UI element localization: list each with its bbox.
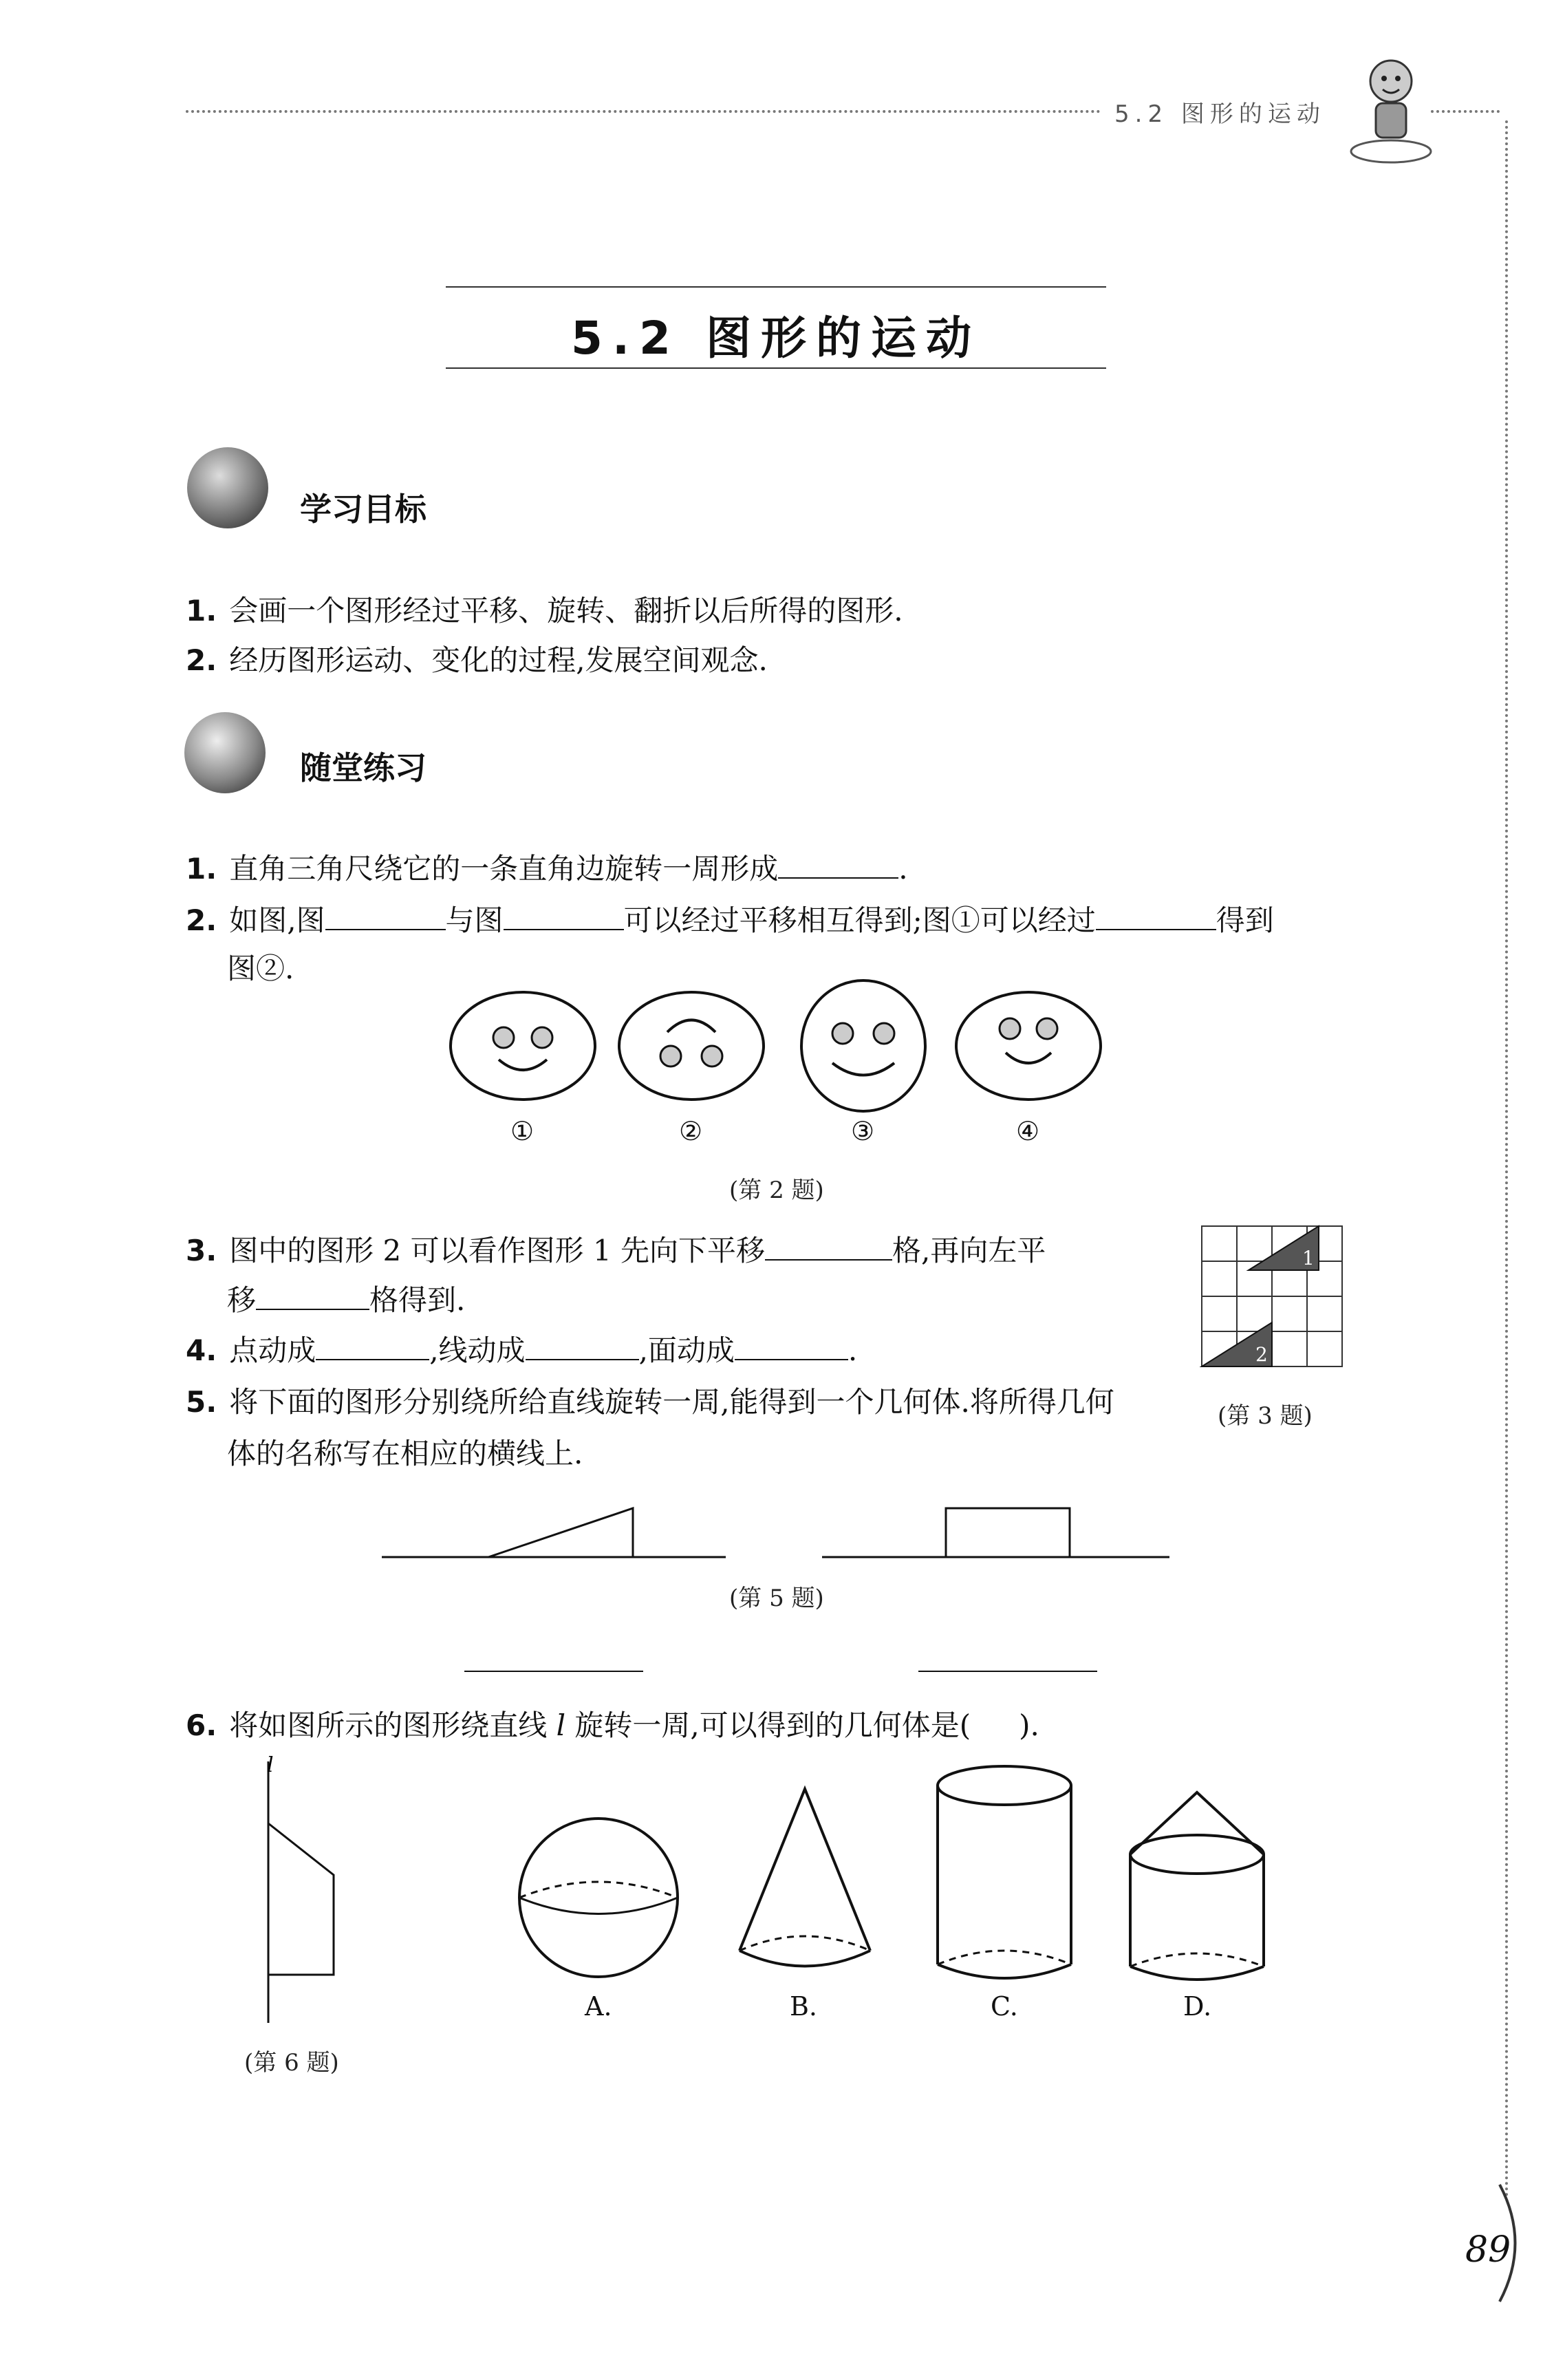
goal-text: 经历图形运动、变化的过程,发展空间观念. xyxy=(229,643,768,677)
question-num: 5. xyxy=(186,1385,217,1419)
q4-text-c: ,面动成 xyxy=(638,1333,735,1367)
header-rule xyxy=(186,110,1101,113)
q6-text-c: ). xyxy=(1019,1708,1039,1742)
q2-text-c: 可以经过平移相互得到;图①可以经过 xyxy=(623,903,1096,937)
answer-blank[interactable] xyxy=(316,1331,429,1360)
answer-blank[interactable] xyxy=(778,850,898,879)
q2-line2: 图②. xyxy=(227,952,294,985)
page-title: 5.2 图形的运动 xyxy=(571,312,981,365)
q1-text: 直角三角尺绕它的一条直角边旋转一周形成 xyxy=(229,852,779,886)
answer-blank[interactable] xyxy=(526,1331,639,1360)
face-label: ② xyxy=(679,1116,703,1146)
question-4 xyxy=(186,1331,857,1370)
q5-line1: 将下面的图形分别绕所给直线旋转一周,能得到一个几何体.将所得几何 xyxy=(229,1385,1114,1419)
page-number: 89 xyxy=(1465,2229,1511,2271)
goal-num: 1. xyxy=(186,594,217,628)
q3-text-b: 格,再向左平 xyxy=(892,1234,1046,1267)
goal-item xyxy=(186,592,903,630)
q4-text-a: 点动成 xyxy=(229,1333,316,1367)
face-label: ① xyxy=(510,1116,535,1146)
q2-text-b: 与图 xyxy=(445,903,504,937)
q5-line2: 体的名称写在相应的横线上. xyxy=(227,1437,583,1470)
variable-l: l xyxy=(556,1708,565,1742)
figure-caption: (第 6 题) xyxy=(244,2049,339,2077)
figure-2-label: 2 xyxy=(1255,1343,1268,1366)
q4-text-d: . xyxy=(848,1333,858,1367)
question-num: 3. xyxy=(186,1234,217,1267)
option-d-cone-cylinder[interactable] xyxy=(1125,1789,1269,1995)
title-box xyxy=(446,286,1106,369)
answer-line[interactable] xyxy=(464,1671,643,1672)
option-label: C. xyxy=(991,1991,1018,2022)
globe-icon xyxy=(187,447,268,528)
margin-rule xyxy=(1505,120,1508,2198)
question-num: 6. xyxy=(186,1708,217,1742)
question-6 xyxy=(186,1706,1039,1745)
q3-text-a: 图中的图形 2 可以看作图形 1 先向下平移 xyxy=(229,1234,766,1267)
rotation-shapes-figure xyxy=(378,1500,1169,1569)
running-title: 5.2 图形的运动 xyxy=(1114,100,1326,128)
question-5 xyxy=(186,1383,1114,1422)
answer-blank[interactable] xyxy=(1096,901,1216,930)
section-title-goals: 学习目标 xyxy=(300,491,427,528)
option-c-cylinder[interactable] xyxy=(932,1765,1077,1992)
figure-caption: (第 2 题) xyxy=(729,1177,824,1204)
grid-figure xyxy=(1200,1225,1345,1369)
q3-line2-b: 格得到. xyxy=(369,1283,466,1317)
q3-line2 xyxy=(227,1281,465,1320)
question-2 xyxy=(186,901,1274,940)
question-num: 2. xyxy=(186,903,217,937)
figure-1-label: 1 xyxy=(1302,1247,1315,1269)
axis-label: l xyxy=(267,1753,274,1777)
option-label: A. xyxy=(585,1991,612,2022)
q2-text-d: 得到 xyxy=(1216,903,1274,937)
q2-text-a: 如图,图 xyxy=(229,903,325,937)
option-b-cone[interactable] xyxy=(736,1786,874,1985)
answer-line[interactable] xyxy=(918,1671,1097,1672)
q1-end: . xyxy=(898,852,908,886)
answer-blank[interactable] xyxy=(325,901,446,930)
goal-text: 会画一个图形经过平移、旋转、翻折以后所得的图形. xyxy=(229,594,903,628)
face-label: ③ xyxy=(851,1116,875,1146)
goal-num: 2. xyxy=(186,643,217,677)
question-3 xyxy=(186,1232,1046,1270)
q6-text-b: 旋转一周,可以得到的几何体是( xyxy=(574,1708,971,1742)
q6-text-a: 将如图所示的图形绕直线 xyxy=(229,1708,548,1742)
q3-line2-a: 移 xyxy=(227,1283,257,1317)
answer-blank[interactable] xyxy=(765,1232,892,1261)
header-rule-right xyxy=(1431,110,1500,113)
option-label: B. xyxy=(790,1991,818,2022)
q6-shape-figure xyxy=(255,1753,351,2026)
figure-caption: (第 3 题) xyxy=(1218,1402,1313,1430)
mascot-icon xyxy=(1348,55,1438,172)
answer-blank[interactable] xyxy=(735,1331,848,1360)
figure-caption: (第 5 题) xyxy=(729,1585,824,1612)
question-1 xyxy=(186,850,908,888)
question-num: 1. xyxy=(186,852,217,886)
goal-item xyxy=(186,641,768,680)
face-label: ④ xyxy=(1016,1116,1040,1146)
answer-blank[interactable] xyxy=(504,901,624,930)
option-a-sphere[interactable] xyxy=(516,1816,681,1982)
answer-blank[interactable] xyxy=(256,1281,369,1310)
question-num: 4. xyxy=(186,1333,217,1367)
faces-figure xyxy=(440,984,1114,1122)
option-label: D. xyxy=(1183,1991,1212,2022)
answer-paren[interactable] xyxy=(971,1708,1019,1735)
globe-icon xyxy=(184,712,266,793)
q4-text-b: ,线动成 xyxy=(429,1333,526,1367)
section-title-practice: 随堂练习 xyxy=(300,749,427,786)
